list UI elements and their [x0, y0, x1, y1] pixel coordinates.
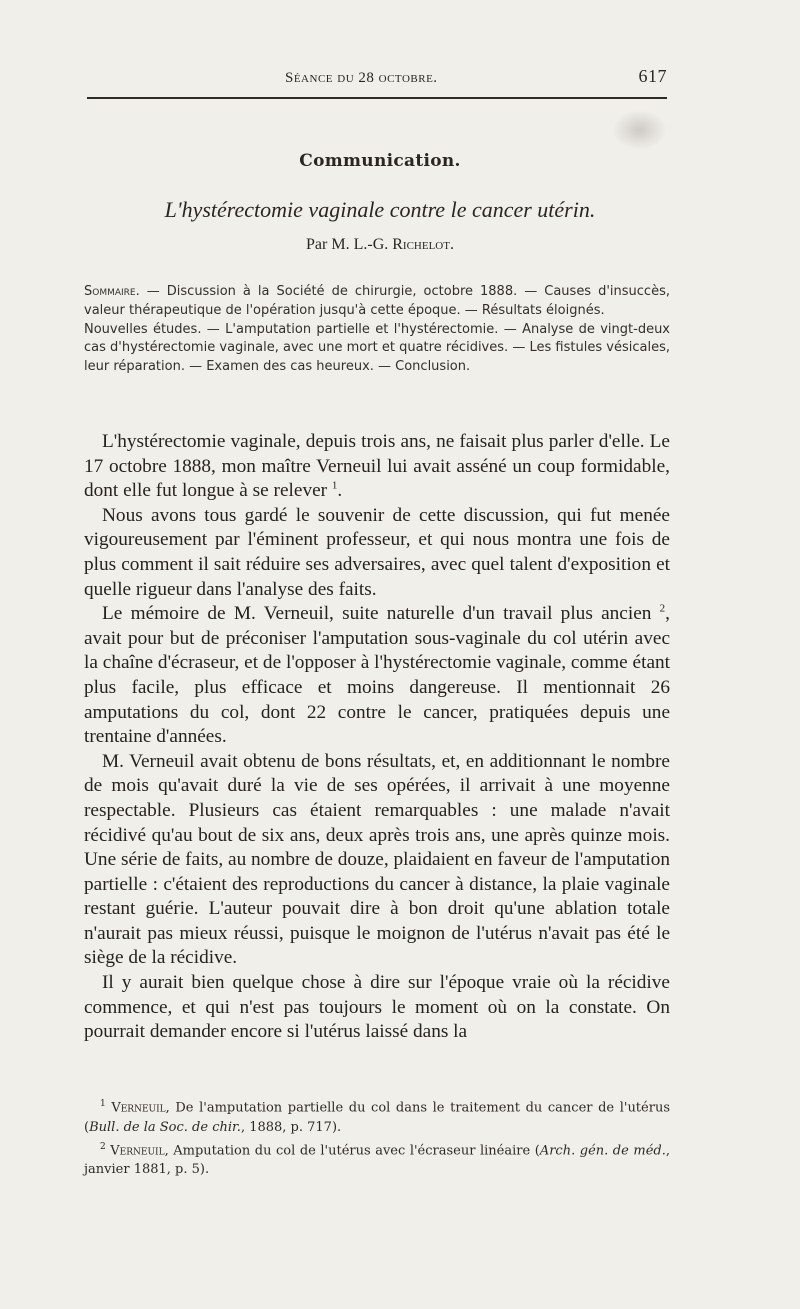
footnote-1-author: Verneuil,	[111, 1100, 170, 1116]
paragraph-3	[84, 602, 670, 750]
running-title-month: octobre.	[378, 70, 438, 86]
footnote-1-journal: Bull. de la Soc. de chir.	[89, 1119, 241, 1135]
paragraph-2: Nous avons tous gardé le souvenir de cette discussion, qui fut menée vigoureusement par l'éminent professeur, et qui nous montra une fois de plus comment il sait réduire ses adversaires, avec quel talent d'exposition et quelle rigueur dans l'analyse des faits.	[84, 504, 670, 600]
running-title	[285, 70, 438, 87]
summary-paragraph-1	[84, 283, 670, 321]
author-prefix: Par M. L.-G.	[306, 236, 389, 253]
paragraph-3-start: Le mémoire de M. Verneuil, suite naturelle d'un travail plus ancien	[102, 603, 660, 625]
section-heading: Communication.	[299, 151, 461, 171]
footnote-1	[84, 1095, 670, 1138]
paragraph-5: Il y aurait bien quelque chose à dire sur l'époque vraie où la récidive commence, et qui n'est pas toujours le moment où on la constate. On pourrait demander encore si l'utérus laissé dans la	[84, 972, 670, 1043]
footnote-2-mark: 2	[100, 1141, 106, 1152]
footnote-2-text: Amputation du col de l'utérus avec l'écraseur linéaire (	[168, 1142, 540, 1158]
article-author	[0, 236, 760, 254]
footnotes	[84, 1095, 670, 1180]
paragraph-4: M. Verneuil avait obtenu de bons résultats, et, en additionnant le nombre de mois qu'avait duré la vie de ses opérées, il arrivait à une moyenne respectable. Plusieurs cas étaient remarquables : une malade n'avait récidivé qu'au bout de six ans, deux après trois ans, une après quinze mois. Une série de faits, au nombre de douze, plaidaient en faveur de l'amputation partielle : c'étaient des reproductions du cancer à distance, la plaie vaginale restant guérie. L'auteur pouvait dire à bon droit qu'une ablation totale n'aurait pas mieux réussi, puisque le moignon de l'utérus n'avait pas été le siège de la récidive.	[84, 750, 670, 969]
footnote-1-text: De l'amputation partielle du col dans le traitement du cancer de l'utérus (	[84, 1100, 670, 1135]
summary-text-1: — Discussion à la Société de chirurgie, octobre 1888. — Causes d'insuccès, valeur thérapeutique de l'opération jusqu'à cette époque. — Résultats éloignés.	[84, 284, 670, 318]
footnote-2	[84, 1138, 670, 1181]
summary-label: Sommaire.	[84, 284, 140, 299]
paragraph-1-text: L'hystérectomie vaginale, depuis trois ans, ne faisait plus parler d'elle. Le 17 octobre 1888, mon maître Verneuil lui avait asséné un coup formidable, dont elle fut longue à se relever	[84, 431, 670, 502]
body-text	[84, 430, 670, 1045]
author-name: Richelot.	[392, 236, 454, 253]
footnote-1-mark: 1	[100, 1099, 106, 1109]
header-rule	[87, 97, 667, 99]
footnote-1-end: , 1888, p. 717).	[240, 1119, 342, 1135]
article-title: L'hystérectomie vaginale contre le cancer utérin.	[164, 197, 596, 222]
footnote-ref-1: 1	[331, 479, 338, 492]
running-title-day: 28	[358, 70, 375, 86]
running-header	[285, 66, 667, 87]
paper-stain	[612, 110, 667, 150]
footnote-2-author: Verneuil,	[110, 1142, 169, 1158]
paragraph-1-end: .	[337, 480, 343, 502]
paragraph-1	[84, 430, 670, 504]
running-title-prefix: Séance du	[285, 70, 355, 86]
paragraph-3-rest: , avait pour but de préconiser l'amputation sous-vaginale du col utérin avec la chaîne d'écraseur, et de l'opposer à l'hystérectomie vaginale, comme étant plus facile, plus efficace et moins dangereuse. Il mentionnait 26 amputations du col, dont 22 contre le cancer, pratiquées depuis une trentaine d'années.	[84, 603, 670, 748]
footnote-2-journal: Arch. gén. de méd.	[539, 1142, 666, 1158]
footnote-ref-2: 2	[659, 602, 666, 615]
page-number: 617	[638, 66, 667, 86]
summary-paragraph-2: Nouvelles études. — L'amputation partielle et l'hystérectomie. — Analyse de vingt-deux cas d'hystérectomie vaginale, avec une mort et quatre récidives. — Les fistules vésicales, leur réparation. — Examen des cas heureux. — Conclusion.	[84, 321, 670, 375]
summary-block	[84, 283, 670, 377]
footnote-2-end: , janvier 1881, p. 5).	[84, 1142, 670, 1178]
